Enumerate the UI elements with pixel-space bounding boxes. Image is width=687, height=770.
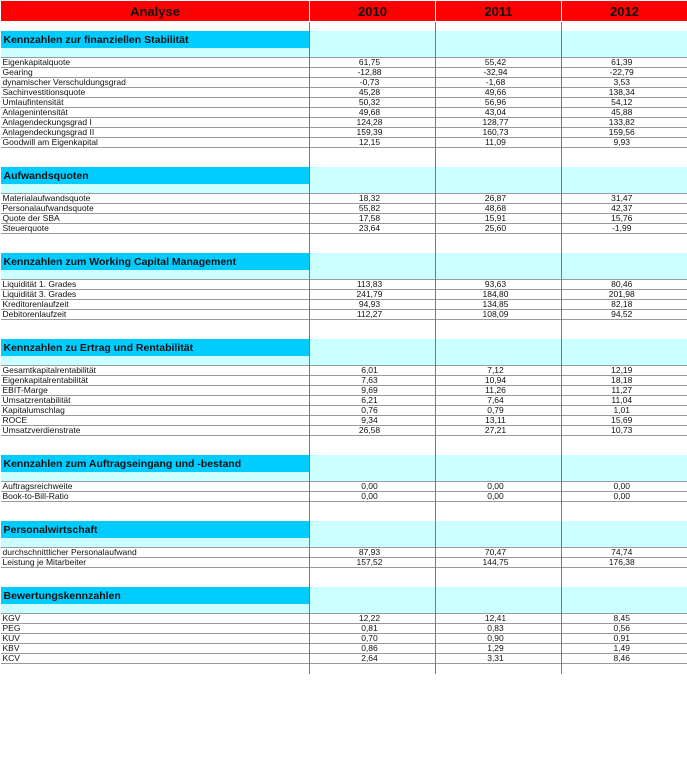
value-cell-2010: 45,28 bbox=[310, 88, 436, 98]
section-title: Kennzahlen zum Working Capital Management bbox=[1, 253, 310, 270]
section-header-cell bbox=[562, 339, 687, 356]
row-label: Goodwill am Eigenkapital bbox=[1, 138, 310, 148]
table-row bbox=[1, 280, 687, 290]
section-end-row bbox=[1, 436, 687, 447]
row-label: Kreditorenlaufzeit bbox=[1, 300, 310, 310]
table-row bbox=[1, 396, 687, 406]
header-year-1: 2010 bbox=[310, 1, 436, 22]
section-title: Kennzahlen zur finanziellen Stabilität bbox=[1, 31, 310, 48]
value-cell-2012: 11,27 bbox=[562, 386, 687, 396]
value-cell-2012: 42,37 bbox=[562, 204, 687, 214]
value-cell-2011: 56,96 bbox=[436, 98, 562, 108]
row-label: Auftragsreichweite bbox=[1, 482, 310, 492]
section-header-cell bbox=[436, 455, 562, 472]
value-cell-2012: 138,34 bbox=[562, 88, 687, 98]
value-cell-2010: 17,58 bbox=[310, 214, 436, 224]
row-label: EBIT-Marge bbox=[1, 386, 310, 396]
value-cell-2012: 1,01 bbox=[562, 406, 687, 416]
value-cell-2012: 18,18 bbox=[562, 376, 687, 386]
value-cell-2012: 80,46 bbox=[562, 280, 687, 290]
value-cell-2010: 7,63 bbox=[310, 376, 436, 386]
section-header-cell bbox=[310, 31, 436, 48]
section-header-cell bbox=[562, 253, 687, 270]
table-row bbox=[1, 128, 687, 138]
value-cell-2011: 26,87 bbox=[436, 194, 562, 204]
row-label: Quote der SBA bbox=[1, 214, 310, 224]
value-cell-2012: 159,56 bbox=[562, 128, 687, 138]
value-cell-2011: 128,77 bbox=[436, 118, 562, 128]
section-header-cell bbox=[436, 31, 562, 48]
table-row bbox=[1, 482, 687, 492]
value-cell-2010: 12,22 bbox=[310, 614, 436, 624]
section-header-cell bbox=[436, 167, 562, 184]
value-cell-2010: 159,39 bbox=[310, 128, 436, 138]
value-cell-2010: 9,69 bbox=[310, 386, 436, 396]
spacer-row bbox=[1, 244, 687, 253]
table-row bbox=[1, 108, 687, 118]
row-label: Anlagendeckungsgrad I bbox=[1, 118, 310, 128]
table-row bbox=[1, 634, 687, 644]
header-year-2: 2011 bbox=[436, 1, 562, 22]
value-cell-2012: 15,69 bbox=[562, 416, 687, 426]
value-cell-2012: 176,38 bbox=[562, 558, 687, 568]
value-cell-2011: 25,60 bbox=[436, 224, 562, 234]
value-cell-2012: 0,91 bbox=[562, 634, 687, 644]
value-cell-2010: 26,58 bbox=[310, 426, 436, 436]
section-header-cell bbox=[562, 167, 687, 184]
row-label: Umsatzrentabilität bbox=[1, 396, 310, 406]
value-cell-2011: 11,26 bbox=[436, 386, 562, 396]
value-cell-2010: 241,79 bbox=[310, 290, 436, 300]
value-cell-2011: 10,94 bbox=[436, 376, 562, 386]
row-label: KCV bbox=[1, 654, 310, 664]
value-cell-2011: 13,11 bbox=[436, 416, 562, 426]
value-cell-2010: 61,75 bbox=[310, 58, 436, 68]
value-cell-2011: 93,63 bbox=[436, 280, 562, 290]
value-cell-2011: 70,47 bbox=[436, 548, 562, 558]
row-label: dynamischer Verschuldungsgrad bbox=[1, 78, 310, 88]
value-cell-2011: 12,41 bbox=[436, 614, 562, 624]
spacer-row bbox=[1, 446, 687, 455]
spacer-row bbox=[1, 512, 687, 521]
table-row bbox=[1, 58, 687, 68]
section-header-cell bbox=[562, 31, 687, 48]
section-header-cell bbox=[562, 587, 687, 604]
value-cell-2011: 43,04 bbox=[436, 108, 562, 118]
table-row bbox=[1, 558, 687, 568]
value-cell-2012: 61,39 bbox=[562, 58, 687, 68]
value-cell-2010: 0,76 bbox=[310, 406, 436, 416]
row-label: Gearing bbox=[1, 68, 310, 78]
value-cell-2012: 0,00 bbox=[562, 492, 687, 502]
table-row bbox=[1, 376, 687, 386]
value-cell-2010: -0,73 bbox=[310, 78, 436, 88]
section-header-cell bbox=[436, 253, 562, 270]
value-cell-2010: 157,52 bbox=[310, 558, 436, 568]
row-label: Umsatzverdienstrate bbox=[1, 426, 310, 436]
spacer-row bbox=[1, 330, 687, 339]
value-cell-2012: 8,46 bbox=[562, 654, 687, 664]
table-row bbox=[1, 416, 687, 426]
row-label: Steuerquote bbox=[1, 224, 310, 234]
table-row bbox=[1, 204, 687, 214]
value-cell-2011: 144,75 bbox=[436, 558, 562, 568]
section-header bbox=[1, 253, 687, 270]
row-label: Eigenkapitalquote bbox=[1, 58, 310, 68]
value-cell-2011: 0,83 bbox=[436, 624, 562, 634]
table-row bbox=[1, 88, 687, 98]
spacer-row bbox=[1, 578, 687, 587]
section-header-cell bbox=[310, 167, 436, 184]
value-cell-2010: 113,83 bbox=[310, 280, 436, 290]
value-cell-2011: 3,31 bbox=[436, 654, 562, 664]
value-cell-2011: 108,09 bbox=[436, 310, 562, 320]
table-row bbox=[1, 654, 687, 664]
section-header-cell bbox=[436, 521, 562, 538]
value-cell-2011: 1,29 bbox=[436, 644, 562, 654]
value-cell-2010: 18,32 bbox=[310, 194, 436, 204]
section-header-cell bbox=[310, 587, 436, 604]
section-header bbox=[1, 339, 687, 356]
table-row bbox=[1, 194, 687, 204]
row-label: Leistung je Mitarbeiter bbox=[1, 558, 310, 568]
value-cell-2011: 7,12 bbox=[436, 366, 562, 376]
table-row bbox=[1, 624, 687, 634]
section-gap-row bbox=[1, 48, 687, 58]
header-year-3: 2012 bbox=[562, 1, 687, 22]
section-gap-row bbox=[1, 604, 687, 614]
section-header bbox=[1, 521, 687, 538]
value-cell-2012: 8,45 bbox=[562, 614, 687, 624]
section-header-cell bbox=[310, 455, 436, 472]
value-cell-2012: 1,49 bbox=[562, 644, 687, 654]
value-cell-2010: 6,21 bbox=[310, 396, 436, 406]
section-end-row bbox=[1, 664, 687, 675]
section-gap-row bbox=[1, 270, 687, 280]
row-label: Umlaufintensität bbox=[1, 98, 310, 108]
table-row bbox=[1, 68, 687, 78]
table-row bbox=[1, 214, 687, 224]
value-cell-2012: 31,47 bbox=[562, 194, 687, 204]
value-cell-2010: 49,68 bbox=[310, 108, 436, 118]
section-header bbox=[1, 167, 687, 184]
value-cell-2010: 0,81 bbox=[310, 624, 436, 634]
section-header bbox=[1, 587, 687, 604]
row-label: PEG bbox=[1, 624, 310, 634]
row-label: Eigenkapitalrentabilität bbox=[1, 376, 310, 386]
section-end-row bbox=[1, 148, 687, 159]
value-cell-2012: 74,74 bbox=[562, 548, 687, 558]
section-title: Personalwirtschaft bbox=[1, 521, 310, 538]
section-header bbox=[1, 31, 687, 48]
value-cell-2011: 0,90 bbox=[436, 634, 562, 644]
value-cell-2010: 112,27 bbox=[310, 310, 436, 320]
section-header-cell bbox=[562, 455, 687, 472]
value-cell-2012: 10,73 bbox=[562, 426, 687, 436]
section-title: Kennzahlen zu Ertrag und Rentabilität bbox=[1, 339, 310, 356]
value-cell-2011: 55,42 bbox=[436, 58, 562, 68]
row-label: Kapitalumschlag bbox=[1, 406, 310, 416]
table-row bbox=[1, 548, 687, 558]
value-cell-2011: 7,64 bbox=[436, 396, 562, 406]
section-title: Bewertungskennzahlen bbox=[1, 587, 310, 604]
section-header-cell bbox=[436, 587, 562, 604]
row-label: Liquidität 3. Grades bbox=[1, 290, 310, 300]
row-label: Anlagenintensität bbox=[1, 108, 310, 118]
row-label: ROCE bbox=[1, 416, 310, 426]
table-row bbox=[1, 426, 687, 436]
section-gap-row bbox=[1, 472, 687, 482]
section-end-row bbox=[1, 234, 687, 245]
section-header-cell bbox=[310, 253, 436, 270]
section-gap-row bbox=[1, 184, 687, 194]
value-cell-2011: -32,94 bbox=[436, 68, 562, 78]
table-row bbox=[1, 386, 687, 396]
section-header-cell bbox=[310, 521, 436, 538]
value-cell-2012: 15,76 bbox=[562, 214, 687, 224]
section-end-row bbox=[1, 320, 687, 331]
table-row bbox=[1, 644, 687, 654]
table-row bbox=[1, 98, 687, 108]
section-header bbox=[1, 455, 687, 472]
table-row bbox=[1, 310, 687, 320]
value-cell-2010: 87,93 bbox=[310, 548, 436, 558]
value-cell-2012: 133,82 bbox=[562, 118, 687, 128]
row-label: KBV bbox=[1, 644, 310, 654]
spacer-row bbox=[1, 22, 687, 32]
value-cell-2010: 0,70 bbox=[310, 634, 436, 644]
row-label: Book-to-Bill-Ratio bbox=[1, 492, 310, 502]
value-cell-2010: -12,88 bbox=[310, 68, 436, 78]
table-row bbox=[1, 366, 687, 376]
value-cell-2010: 6,01 bbox=[310, 366, 436, 376]
table-row bbox=[1, 492, 687, 502]
value-cell-2012: 54,12 bbox=[562, 98, 687, 108]
value-cell-2011: 48,68 bbox=[436, 204, 562, 214]
header-row bbox=[1, 1, 687, 22]
row-label: Anlagendeckungsgrad II bbox=[1, 128, 310, 138]
section-title: Aufwandsquoten bbox=[1, 167, 310, 184]
table-row bbox=[1, 78, 687, 88]
value-cell-2011: 15,91 bbox=[436, 214, 562, 224]
value-cell-2012: -22,79 bbox=[562, 68, 687, 78]
row-label: Debitorenlaufzeit bbox=[1, 310, 310, 320]
value-cell-2012: -1,99 bbox=[562, 224, 687, 234]
section-gap-row bbox=[1, 356, 687, 366]
value-cell-2010: 50,32 bbox=[310, 98, 436, 108]
value-cell-2011: 0,00 bbox=[436, 492, 562, 502]
section-end-row bbox=[1, 568, 687, 579]
row-label: Materialaufwandsquote bbox=[1, 194, 310, 204]
value-cell-2010: 9,34 bbox=[310, 416, 436, 426]
value-cell-2012: 94,52 bbox=[562, 310, 687, 320]
value-cell-2012: 11,04 bbox=[562, 396, 687, 406]
value-cell-2010: 2,64 bbox=[310, 654, 436, 664]
value-cell-2012: 0,56 bbox=[562, 624, 687, 634]
value-cell-2010: 23,64 bbox=[310, 224, 436, 234]
value-cell-2010: 55,82 bbox=[310, 204, 436, 214]
value-cell-2012: 0,00 bbox=[562, 482, 687, 492]
value-cell-2010: 12,15 bbox=[310, 138, 436, 148]
table-row bbox=[1, 406, 687, 416]
value-cell-2012: 45,88 bbox=[562, 108, 687, 118]
spacer-row bbox=[1, 158, 687, 167]
table-row bbox=[1, 118, 687, 128]
row-label: Sachinvestitionsquote bbox=[1, 88, 310, 98]
row-label: KGV bbox=[1, 614, 310, 624]
section-header-cell bbox=[562, 521, 687, 538]
section-title: Kennzahlen zum Auftragseingang und -bestand bbox=[1, 455, 310, 472]
table-row bbox=[1, 224, 687, 234]
section-end-row bbox=[1, 502, 687, 513]
value-cell-2012: 82,18 bbox=[562, 300, 687, 310]
value-cell-2011: 27,21 bbox=[436, 426, 562, 436]
row-label: durchschnittlicher Personalaufwand bbox=[1, 548, 310, 558]
table-row bbox=[1, 138, 687, 148]
row-label: Personalaufwandsquote bbox=[1, 204, 310, 214]
value-cell-2010: 124,28 bbox=[310, 118, 436, 128]
value-cell-2012: 12,19 bbox=[562, 366, 687, 376]
value-cell-2010: 0,86 bbox=[310, 644, 436, 654]
value-cell-2011: 134,85 bbox=[436, 300, 562, 310]
section-gap-row bbox=[1, 538, 687, 548]
table-row bbox=[1, 300, 687, 310]
row-label: KUV bbox=[1, 634, 310, 644]
value-cell-2010: 0,00 bbox=[310, 482, 436, 492]
value-cell-2011: -1,68 bbox=[436, 78, 562, 88]
value-cell-2011: 49,66 bbox=[436, 88, 562, 98]
table-row bbox=[1, 290, 687, 300]
row-label: Gesamtkapitalrentabilität bbox=[1, 366, 310, 376]
section-header-cell bbox=[436, 339, 562, 356]
section-header-cell bbox=[310, 339, 436, 356]
value-cell-2011: 184,80 bbox=[436, 290, 562, 300]
value-cell-2011: 11,09 bbox=[436, 138, 562, 148]
table-row bbox=[1, 614, 687, 624]
value-cell-2012: 9,93 bbox=[562, 138, 687, 148]
row-label: Liquidität 1. Grades bbox=[1, 280, 310, 290]
header-title: Analyse bbox=[1, 1, 310, 22]
value-cell-2011: 0,79 bbox=[436, 406, 562, 416]
value-cell-2010: 94,93 bbox=[310, 300, 436, 310]
value-cell-2012: 201,98 bbox=[562, 290, 687, 300]
value-cell-2011: 160,73 bbox=[436, 128, 562, 138]
value-cell-2011: 0,00 bbox=[436, 482, 562, 492]
value-cell-2012: 3,53 bbox=[562, 78, 687, 88]
value-cell-2010: 0,00 bbox=[310, 492, 436, 502]
